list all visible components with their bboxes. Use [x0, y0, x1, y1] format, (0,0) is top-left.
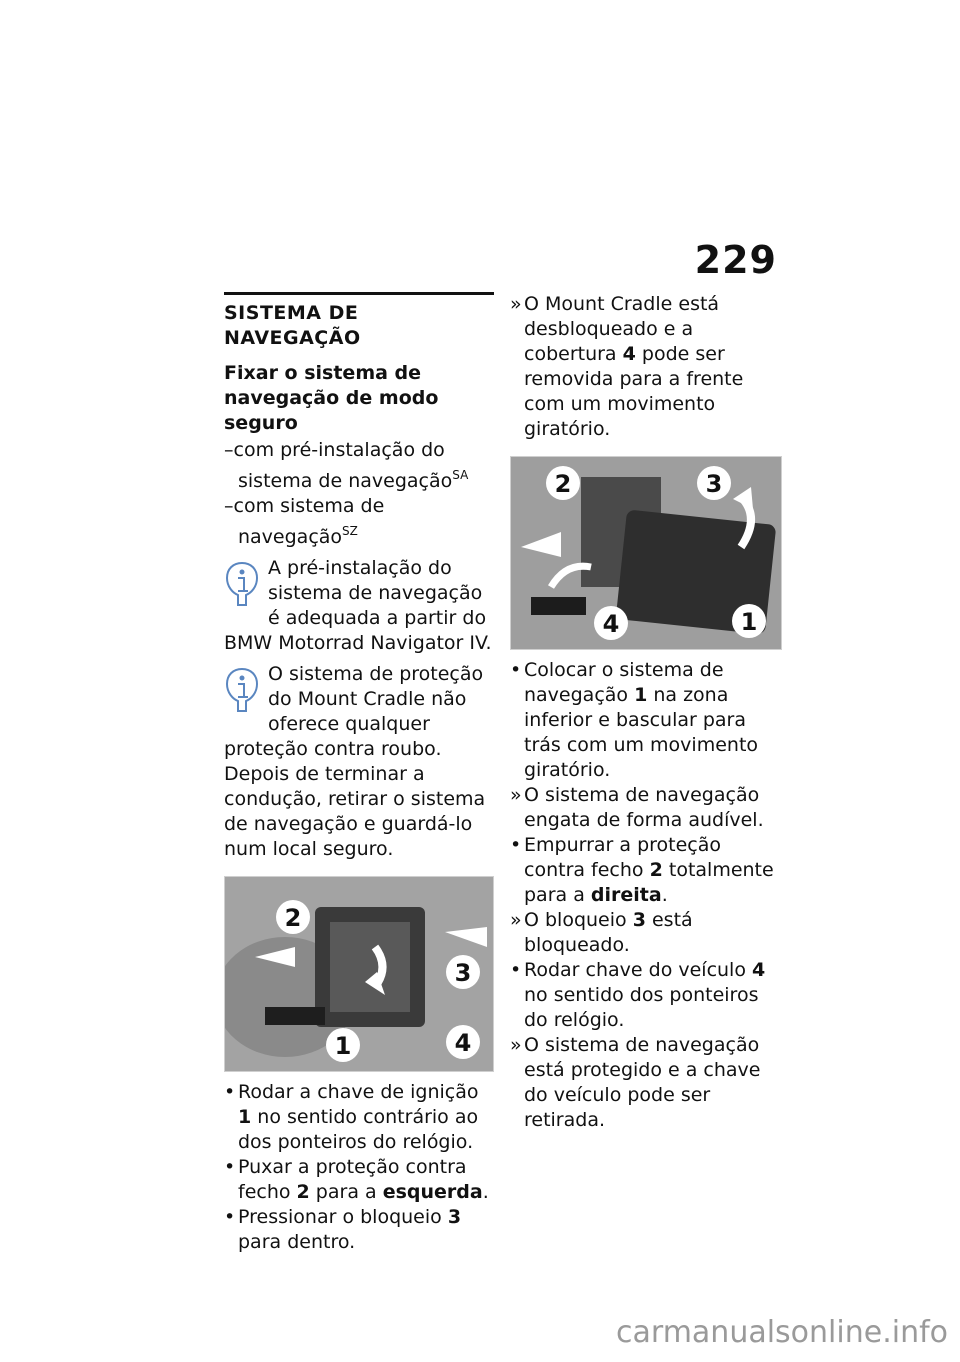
figure-illustration [511, 457, 781, 649]
right-column [510, 292, 782, 1133]
figure-navigator-install [510, 456, 782, 650]
instruction-step: • Pressionar o bloqueio 3 para dentro. [224, 1205, 494, 1255]
instruction-step: • Rodar chave do veículo 4 no sentido dos ponteiros do relógio. [510, 958, 782, 1033]
instruction-step: • Colocar o sistema de navegação 1 na zona inferior e bascular para trás com um movimento giratório. [510, 658, 782, 783]
callout-label: 4 [602, 610, 620, 638]
result-marker: » [510, 784, 522, 806]
equipment-item: –com pré-instalação do sistema de navegação$^{SA}$ [224, 439, 469, 492]
section-divider [224, 292, 494, 295]
result-marker: » [510, 909, 522, 931]
result-item: » O sistema de navegação está protegido e a chave do veículo pode ser retirada. [510, 1034, 761, 1131]
watermark: carmanualsonline.info [616, 1315, 948, 1350]
left-column [224, 292, 494, 1255]
subtitle: Fixar o sistema de navegação de modo seguro [224, 362, 439, 434]
info-note [224, 556, 494, 656]
result-marker: » [510, 1034, 522, 1056]
callout-label: 1 [334, 1032, 352, 1060]
page-number: 229 [694, 238, 777, 282]
paragraph: Depois de terminar a condução, retirar o sistema de navegação e guardá-lo num local seguro. [224, 763, 486, 860]
instruction-step: • Puxar a proteção contra fecho 2 para a esquerda. [224, 1155, 494, 1205]
info-icon [224, 666, 260, 714]
result-marker: » [510, 293, 522, 315]
callout-label: 4 [454, 1029, 472, 1057]
note-text: A pré-instalação do sistema de navegação é adequada a partir do BMW Motorrad Navigator IV. [224, 557, 492, 654]
equipment-text: com sistema de navegação [233, 495, 385, 548]
equipment-text: com pré-instalação do sistema de navegação [233, 439, 453, 492]
equipment-code: SA [452, 468, 469, 482]
figure-mount-cradle-unlock [224, 876, 494, 1072]
callout-label: 2 [554, 470, 572, 498]
equipment-item: –com sistema de navegação$^{SZ}$ [224, 495, 385, 548]
callout-label: 1 [740, 608, 758, 636]
result-item: » O bloqueio 3 está bloqueado. [510, 909, 693, 956]
section-title: SISTEMA DE NAVEGAÇÃO [224, 302, 361, 349]
instruction-step: • Rodar a chave de ignição 1 no sentido contrário ao dos ponteiros do relógio. [224, 1080, 494, 1155]
result-item: » O Mount Cradle está desbloqueado e a cobertura 4 pode ser removida para a frente com um movimento giratório. [510, 293, 744, 440]
instruction-step: • Empurrar a proteção contra fecho 2 totalmente para a direita. [510, 833, 782, 908]
callout-label: 2 [284, 904, 302, 932]
equipment-code: SZ [342, 524, 358, 538]
figure-illustration [225, 877, 494, 1071]
info-note [224, 662, 494, 762]
result-item: » O sistema de navegação engata de forma audível. [510, 784, 764, 831]
callout-label: 3 [454, 959, 472, 987]
info-icon [224, 560, 260, 608]
note-text: O sistema de proteção do Mount Cradle não oferece qualquer proteção contra roubo. [224, 663, 484, 760]
callout-label: 3 [705, 470, 723, 498]
